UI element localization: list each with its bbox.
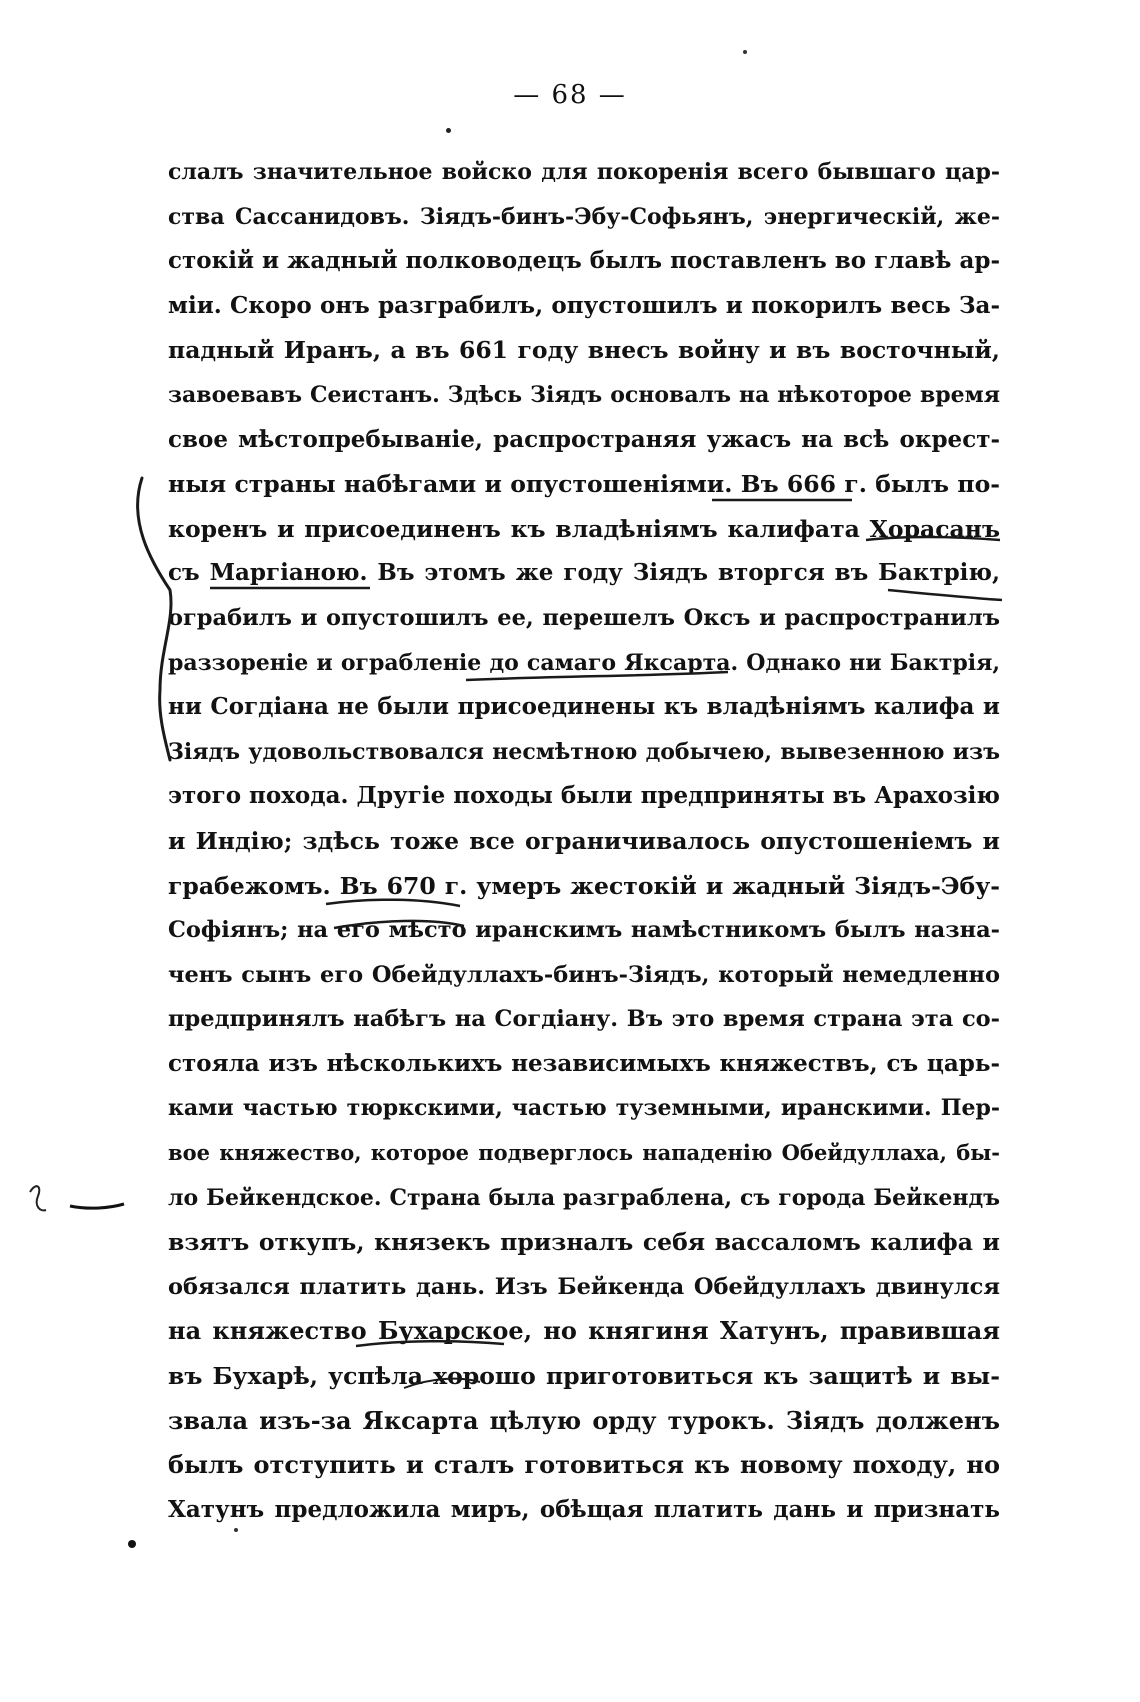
text-line: былъ отступить и сталъ готовиться къ новому походу, но: [168, 1450, 1000, 1480]
text-line: грабежомъ. Въ 670 г. умеръ жестокій и жадный Зіядъ-Эбу-: [168, 871, 1000, 900]
underline-stroke: [888, 590, 1002, 600]
text-line: раззореніе и ограбленіе до самаго Яксарта. Однако ни Бактрія,: [168, 649, 1000, 676]
underline-stroke: [866, 537, 1000, 540]
underline-stroke: [334, 921, 464, 928]
text-line: коренъ и присоединенъ къ владѣніямъ калифата Хорасанъ: [168, 514, 1000, 543]
text-line: съ Маргіаною. Въ этомъ же году Зіядъ вторгся въ Бактрію,: [168, 559, 1000, 587]
text-line: Зіядъ удовольствовался несмѣтною добычею, вывезенною изъ: [168, 738, 1000, 765]
ink-speck: [234, 1528, 238, 1532]
underline-stroke: [404, 1379, 480, 1388]
text-line: ни Согдіана не были присоединены къ владѣніямъ калифа и: [168, 693, 1000, 721]
text-line: ограбилъ и опустошилъ ее, перешелъ Оксъ и распространилъ: [168, 604, 1000, 631]
text-line: слалъ значительное войско для покоренія всего бывшаго цар-: [168, 159, 1000, 185]
margin-note-stroke: [30, 1186, 46, 1210]
text-line: на княжество Бухарское, но княгиня Хатунъ, правившая: [168, 1316, 1000, 1346]
margin-bracket-stroke: [138, 478, 171, 760]
text-line: ныя страны набѣгами и опустошеніями. Въ 666 г. былъ по-: [168, 470, 1000, 499]
underline-stroke: [466, 672, 728, 680]
text-line: Софіянъ; на его мѣсто иранскимъ намѣстникомъ былъ назна-: [168, 917, 1000, 944]
text-line: вое княжество, которое подверглось нападенію Обейдуллаха, бы-: [168, 1140, 1000, 1166]
text-line: ства Сассанидовъ. Зіядъ-бинъ-Эбу-Софьянъ, энергическій, же-: [168, 203, 1000, 230]
text-line: этого похода. Другіе походы были предприняты въ Арахозію: [168, 782, 1000, 810]
text-line: обязался платить дань. Изъ Бейкенда Обейдуллахъ двинулся: [168, 1273, 1000, 1300]
margin-note-stroke: [70, 1204, 124, 1208]
text-line: завоевавъ Сеистанъ. Здѣсь Зіядъ основалъ на нѣкоторое время: [168, 381, 1000, 408]
text-line: Хатунъ предложила миръ, обѣщая платить дань и признать: [168, 1495, 1000, 1523]
page-number: — 68 —: [513, 80, 627, 110]
text-line: въ Бухарѣ, успѣла хорошо приготовиться къ защитѣ и вы-: [168, 1362, 1000, 1391]
text-line: свое мѣстопребываніе, распространяя ужасъ на всѣ окрест-: [168, 425, 1000, 453]
text-line: и Индію; здѣсь тоже все ограничивалось опустошеніемъ и: [168, 826, 1000, 855]
text-line: стокій и жадный полководецъ былъ поставленъ во главѣ ар-: [168, 247, 1000, 275]
text-line: звала изъ-за Яксарта цѣлую орду турокъ. Зіядъ долженъ: [168, 1405, 1000, 1435]
text-line: міи. Скоро онъ разграбилъ, опустошилъ и покорилъ весь За-: [168, 291, 1000, 319]
text-line: предпринялъ набѣгъ на Согдіану. Въ это время страна эта со-: [168, 1006, 1000, 1033]
text-line: падный Иранъ, а въ 661 году внесъ войну и въ восточный,: [168, 336, 1000, 365]
text-line: взятъ откупъ, князекъ призналъ себя вассаломъ калифа и: [168, 1228, 1000, 1257]
ink-speck: [128, 1540, 136, 1548]
underline-stroke: [356, 1341, 504, 1346]
text-line: стояла изъ нѣсколькихъ независимыхъ княжествъ, съ царь-: [168, 1049, 1000, 1077]
text-line: ченъ сынъ его Обейдуллахъ-бинъ-Зіядъ, который немедленно: [168, 961, 1000, 988]
underline-stroke: [326, 900, 460, 906]
text-line: ло Бейкендское. Страна была разграблена, съ города Бейкендъ: [168, 1184, 1000, 1211]
ink-speck: [743, 50, 747, 54]
text-line: ками частью тюркскими, частью туземными, иранскими. Пер-: [168, 1095, 1000, 1122]
